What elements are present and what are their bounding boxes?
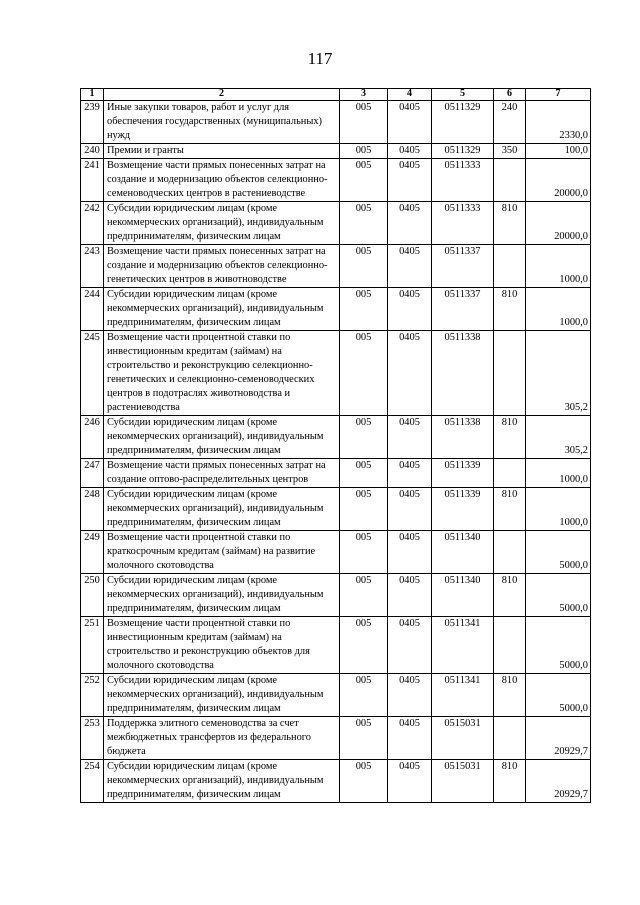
row-ministry-code: 005: [340, 101, 388, 144]
table-row: [81, 159, 591, 202]
row-number: 246: [81, 416, 104, 459]
row-ministry-code: 005: [340, 416, 388, 459]
row-target-code: 0511329: [432, 101, 494, 144]
table-body: [81, 101, 591, 803]
row-amount: 5000,0: [526, 617, 591, 674]
row-ministry-code: 005: [340, 159, 388, 202]
table-row: [81, 288, 591, 331]
row-amount: 1000,0: [526, 459, 591, 488]
row-name: Субсидии юридическим лицам (кроме некоммерческих организаций), индивидуальным предпринимателям, физическим лицам: [104, 416, 340, 459]
row-ministry-code: 005: [340, 331, 388, 416]
row-ministry-code: 005: [340, 617, 388, 674]
row-expense-type: [494, 717, 526, 760]
row-name: Субсидии юридическим лицам (кроме некоммерческих организаций), индивидуальным предпринимателям, физическим лицам: [104, 202, 340, 245]
row-target-code: 0511337: [432, 288, 494, 331]
row-ministry-code: 005: [340, 144, 388, 159]
row-target-code: 0515031: [432, 717, 494, 760]
row-expense-type: [494, 159, 526, 202]
row-name: Возмещение части прямых понесенных затрат на создание и модернизацию объектов селекционно-семеноводческих центров в растениеводстве: [104, 159, 340, 202]
row-number: 245: [81, 331, 104, 416]
row-number: 252: [81, 674, 104, 717]
row-amount: 1000,0: [526, 288, 591, 331]
row-number: 253: [81, 717, 104, 760]
header-col-3: 3: [340, 89, 388, 101]
row-section-code: 0405: [388, 288, 432, 331]
row-expense-type: 810: [494, 674, 526, 717]
row-number: 240: [81, 144, 104, 159]
table-row: [81, 674, 591, 717]
row-target-code: 0511329: [432, 144, 494, 159]
row-section-code: 0405: [388, 488, 432, 531]
row-expense-type: 350: [494, 144, 526, 159]
row-number: 242: [81, 202, 104, 245]
table-row: [81, 416, 591, 459]
row-expense-type: 810: [494, 574, 526, 617]
row-amount: 1000,0: [526, 488, 591, 531]
table-row: [81, 331, 591, 416]
row-ministry-code: 005: [340, 202, 388, 245]
row-amount: 20929,7: [526, 717, 591, 760]
row-name: Иные закупки товаров, работ и услуг для обеспечения государственных (муниципальных) нужд: [104, 101, 340, 144]
row-amount: 20929,7: [526, 760, 591, 803]
row-section-code: 0405: [388, 202, 432, 245]
row-ministry-code: 005: [340, 488, 388, 531]
row-number: 239: [81, 101, 104, 144]
row-name: Субсидии юридическим лицам (кроме некоммерческих организаций), индивидуальным предпринимателям, физическим лицам: [104, 574, 340, 617]
row-ministry-code: 005: [340, 717, 388, 760]
header-col-2: 2: [104, 89, 340, 101]
row-target-code: 0511339: [432, 488, 494, 531]
row-amount: 5000,0: [526, 531, 591, 574]
row-ministry-code: 005: [340, 760, 388, 803]
row-name: Премии и гранты: [104, 144, 340, 159]
row-expense-type: 810: [494, 488, 526, 531]
row-name: Возмещение части процентной ставки по инвестиционным кредитам (займам) на строительство и реконструкцию селекционно-генетических и селекционно-семеноводческих центров в подотраслях животноводства и растениеводства: [104, 331, 340, 416]
row-section-code: 0405: [388, 159, 432, 202]
row-section-code: 0405: [388, 459, 432, 488]
row-ministry-code: 005: [340, 459, 388, 488]
row-section-code: 0405: [388, 416, 432, 459]
table-row: [81, 717, 591, 760]
row-section-code: 0405: [388, 760, 432, 803]
header-col-1: 1: [81, 89, 104, 101]
row-number: 244: [81, 288, 104, 331]
header-col-4: 4: [388, 89, 432, 101]
row-amount: 1000,0: [526, 245, 591, 288]
row-name: Возмещение части процентной ставки по инвестиционным кредитам (займам) на строительство и реконструкцию объектов для молочного скотоводства: [104, 617, 340, 674]
row-section-code: 0405: [388, 531, 432, 574]
row-ministry-code: 005: [340, 674, 388, 717]
row-number: 249: [81, 531, 104, 574]
row-expense-type: [494, 531, 526, 574]
row-expense-type: 810: [494, 416, 526, 459]
row-expense-type: [494, 617, 526, 674]
table-row: [81, 202, 591, 245]
header-col-6: 6: [494, 89, 526, 101]
row-target-code: 0511341: [432, 674, 494, 717]
row-ministry-code: 005: [340, 245, 388, 288]
table-row: [81, 617, 591, 674]
row-section-code: 0405: [388, 674, 432, 717]
row-amount: 20000,0: [526, 159, 591, 202]
row-number: 248: [81, 488, 104, 531]
row-target-code: 0511339: [432, 459, 494, 488]
row-expense-type: 810: [494, 202, 526, 245]
row-target-code: 0511337: [432, 245, 494, 288]
row-number: 250: [81, 574, 104, 617]
row-target-code: 0511333: [432, 202, 494, 245]
row-amount: 5000,0: [526, 674, 591, 717]
row-name: Субсидии юридическим лицам (кроме некоммерческих организаций), индивидуальным предпринимателям, физическим лицам: [104, 760, 340, 803]
row-number: 254: [81, 760, 104, 803]
header-col-5: 5: [432, 89, 494, 101]
row-section-code: 0405: [388, 574, 432, 617]
row-target-code: 0515031: [432, 760, 494, 803]
row-amount: 2330,0: [526, 101, 591, 144]
row-section-code: 0405: [388, 144, 432, 159]
row-section-code: 0405: [388, 245, 432, 288]
row-target-code: 0511338: [432, 416, 494, 459]
table-row: [81, 760, 591, 803]
row-expense-type: [494, 459, 526, 488]
row-name: Субсидии юридическим лицам (кроме некоммерческих организаций), индивидуальным предпринимателям, физическим лицам: [104, 288, 340, 331]
header-col-7: 7: [526, 89, 591, 101]
row-amount: 5000,0: [526, 574, 591, 617]
row-name: Возмещение части прямых понесенных затрат на создание и модернизацию объектов селекционно-генетических центров в животноводстве: [104, 245, 340, 288]
row-amount: 305,2: [526, 331, 591, 416]
row-target-code: 0511340: [432, 531, 494, 574]
row-name: Субсидии юридическим лицам (кроме некоммерческих организаций), индивидуальным предпринимателям, физическим лицам: [104, 488, 340, 531]
row-section-code: 0405: [388, 717, 432, 760]
row-name: Возмещение части прямых понесенных затрат на создание оптово-распределительных центров: [104, 459, 340, 488]
table-row: [81, 245, 591, 288]
row-target-code: 0511340: [432, 574, 494, 617]
row-expense-type: 810: [494, 760, 526, 803]
table-row: [81, 531, 591, 574]
row-section-code: 0405: [388, 101, 432, 144]
table-row: [81, 574, 591, 617]
row-name: Возмещение части процентной ставки по краткосрочным кредитам (займам) на развитие молочного скотоводства: [104, 531, 340, 574]
row-expense-type: [494, 331, 526, 416]
row-section-code: 0405: [388, 617, 432, 674]
row-ministry-code: 005: [340, 288, 388, 331]
table-row: [81, 488, 591, 531]
row-target-code: 0511333: [432, 159, 494, 202]
row-number: 243: [81, 245, 104, 288]
row-number: 251: [81, 617, 104, 674]
table-row: [81, 144, 591, 159]
table-row: [81, 459, 591, 488]
row-name: Субсидии юридическим лицам (кроме некоммерческих организаций), индивидуальным предпринимателям, физическим лицам: [104, 674, 340, 717]
header-row: [81, 89, 591, 101]
row-amount: 100,0: [526, 144, 591, 159]
row-section-code: 0405: [388, 331, 432, 416]
row-amount: 20000,0: [526, 202, 591, 245]
row-number: 241: [81, 159, 104, 202]
budget-table: [80, 88, 591, 803]
row-ministry-code: 005: [340, 574, 388, 617]
row-expense-type: 810: [494, 288, 526, 331]
row-expense-type: [494, 245, 526, 288]
table-row: [81, 101, 591, 144]
page-number: 117: [307, 49, 333, 68]
row-number: 247: [81, 459, 104, 488]
row-target-code: 0511338: [432, 331, 494, 416]
row-ministry-code: 005: [340, 531, 388, 574]
row-expense-type: 240: [494, 101, 526, 144]
row-name: Поддержка элитного семеноводства за счет межбюджетных трансфертов из федерального бюджета: [104, 717, 340, 760]
row-target-code: 0511341: [432, 617, 494, 674]
row-amount: 305,2: [526, 416, 591, 459]
